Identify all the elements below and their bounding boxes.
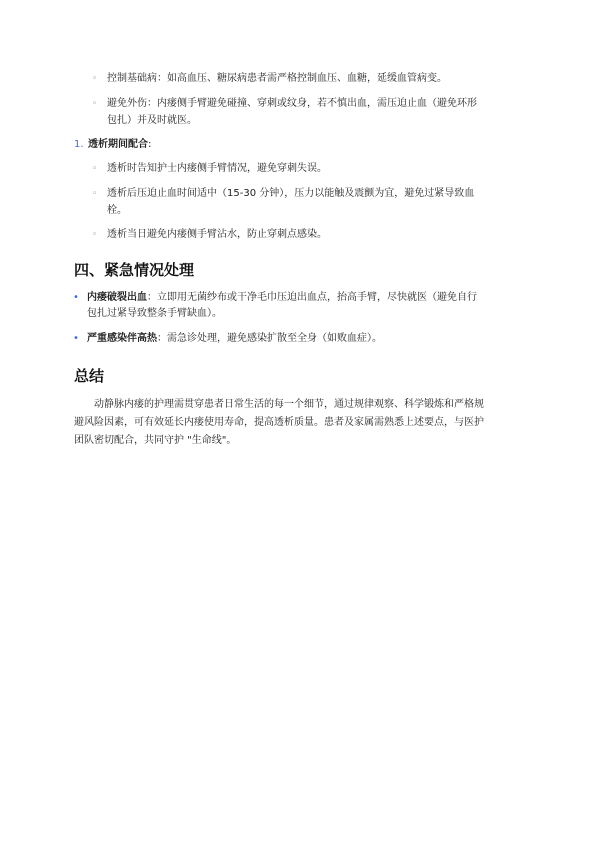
- list-item-text-cont: 包扎过紧导致整条手臂缺血）。: [87, 308, 222, 319]
- list-item-text: 控制基础病：如高血压、糖尿病患者需严格控制血压、血糖，延缓血管病变。: [107, 73, 447, 84]
- list-item-text-cont: 栓。: [107, 205, 127, 216]
- list-item-text: 透析后压迫止血时间适中（15-30 分钟），压力以能触及震颤为宜，避免过紧导致血: [107, 188, 475, 199]
- list-item-bold: 严重感染伴高热: [87, 333, 157, 344]
- list-bullet: •: [73, 333, 79, 344]
- section-heading: 四、紧急情况处理: [74, 261, 195, 279]
- list-item-text: 透析时告知护士内瘘侧手臂情况，避免穿刺失误。: [107, 163, 327, 174]
- summary-paragraph-line: 动静脉内瘘的护理需贯穿患者日常生活的每一个细节，通过规律观察、科学锻炼和严格规: [94, 399, 484, 410]
- summary-heading: 总结: [74, 367, 105, 385]
- numbered-item-title: 透析期间配合: [88, 139, 148, 150]
- list-bullet: ◦: [92, 74, 98, 84]
- summary-paragraph-line: 避风险因素，可有效延长内瘘使用寿命，提高透析质量。患者及家属需熟悉上述要点，与医护: [74, 417, 484, 428]
- list-item-rest: ：需急诊处理，避免感染扩散至全身（如败血症）。: [157, 333, 382, 344]
- list-item-text: [87, 291, 477, 305]
- list-bullet: ◦: [92, 164, 98, 174]
- list-item-rest: ：立即用无菌纱布或干净毛巾压迫出血点，抬高手臂，尽快就医（避免自行: [147, 292, 477, 303]
- list-bullet: •: [73, 292, 79, 303]
- summary-paragraph-line: 团队密切配合，共同守护 "生命线"。: [74, 435, 237, 446]
- list-item-text: 透析当日避免内瘘侧手臂沾水，防止穿刺点感染。: [107, 229, 327, 240]
- list-item-text-cont: 包扎）并及时就医。: [107, 115, 197, 126]
- numbered-item-colon: :: [148, 139, 152, 150]
- list-item-text: 避免外伤：内瘘侧手臂避免碰撞、穿刺或纹身，若不慎出血，需压迫止血（避免环形: [107, 98, 477, 109]
- list-bullet: ◦: [92, 99, 98, 109]
- list-item-bold: 内瘘破裂出血: [87, 292, 147, 303]
- list-item-text: [87, 332, 382, 346]
- list-bullet: ◦: [92, 230, 98, 240]
- numbered-item-marker: 1.: [74, 139, 84, 150]
- list-bullet: ◦: [92, 189, 98, 199]
- numbered-item-title-row: [88, 138, 151, 152]
